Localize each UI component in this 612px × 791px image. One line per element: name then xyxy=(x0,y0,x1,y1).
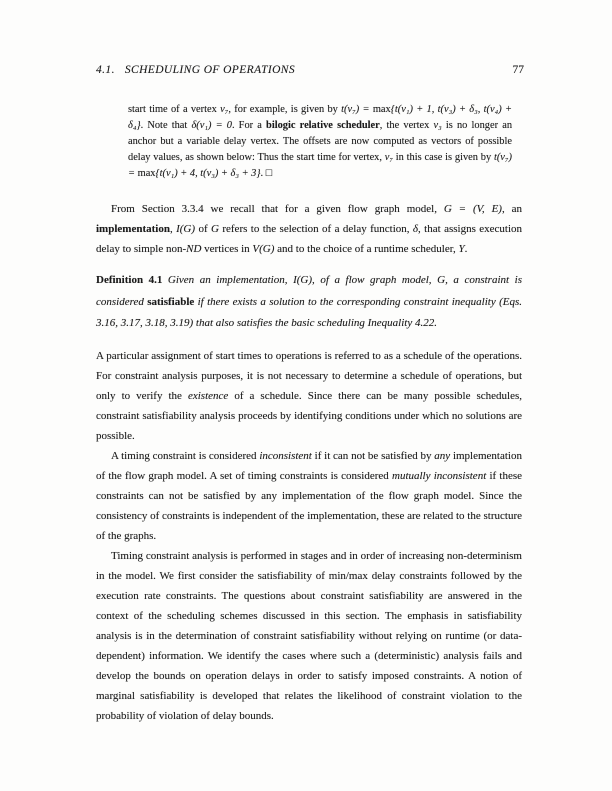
text-run: V(G) xyxy=(252,243,275,255)
text-run: δ xyxy=(412,223,419,235)
text-run: From Section 3.3.4 we recall that for a given flow graph model, xyxy=(111,203,444,215)
text-run: A timing constraint is considered xyxy=(111,449,260,462)
text-run: bilogic relative scheduler xyxy=(266,120,380,131)
text-run: , that assigns execution delay to simple non- xyxy=(96,223,522,255)
text-run: {t(v₁) + 1, t(v₃) + δ₃, t(v₄) + δ₄} xyxy=(128,104,513,131)
text-run: , for example, is given by xyxy=(228,104,342,115)
text-run: Timing constraint analysis is performed in stages and in order of increasing non-determinism in the model. We first consider the satisfiability of min/max delay constraints followed by the execution rate constraints. The questions about constraint satisfiability are answered in the context of the scheduling schemes discussed in this section. The emphasis in satisfiability analysis is in the determination of constraint satisfiability without relying on runtime (or data-dependent) information. We identify the cases where such a (deterministic) analysis fails and develop the bounds on operation delays in order to satisfy imposed constraints. A notion of marginal satisfiability is developed that relates the likelihood of constraint violation to the probability of violation of delay bounds. xyxy=(96,549,522,722)
text-run: δ(v₁) = 0 xyxy=(191,120,232,131)
text-run: inconsistent xyxy=(259,449,312,462)
example-continuation-paragraph xyxy=(128,102,512,182)
text-run: Υ xyxy=(458,243,465,255)
section-number: 4.1. xyxy=(96,64,115,76)
text-run: vertices in xyxy=(201,243,253,255)
text-run: implementation of the flow graph model. A set of timing constraints is considered xyxy=(96,449,522,482)
text-run: is no longer an anchor but a variable delay vertex. The offsets are now computed as vectors of possible delay values, as shown below: Thus the start time for vertex, xyxy=(128,120,513,163)
text-run: . xyxy=(464,243,468,255)
text-run: , the vertex xyxy=(379,120,434,131)
text-run: G xyxy=(211,223,219,235)
page-number: 77 xyxy=(512,64,524,76)
section-title: SCHEDULING OF OPERATIONS xyxy=(124,64,296,76)
text-run: {t(v₁) + 4, t(v₃) + δ₃ + 3} xyxy=(155,168,261,179)
text-run: of a schedule. Since there can be many possible schedules, constraint satisfiability analysis proceeds by identifying conditions under which no solutions are possible. xyxy=(96,389,522,442)
text-run: Definition 4.1 xyxy=(96,274,163,286)
para-schedule-existence xyxy=(96,346,522,446)
text-run: Given an implementation, I(G), of a flow graph model, G, a constraint is considered xyxy=(96,274,522,308)
text-run: . For a xyxy=(231,120,267,131)
text-run: v₇ xyxy=(220,104,229,115)
text-run: t(v₇) = xyxy=(128,152,512,179)
text-run: and to the choice of a runtime scheduler, xyxy=(274,243,459,255)
text-run: , an xyxy=(501,203,522,215)
text-run: . xyxy=(260,168,266,179)
text-run: , xyxy=(169,223,177,235)
text-run: v₃ xyxy=(433,120,442,131)
text-run: t(v₇) = xyxy=(341,104,373,115)
text-run: in this case is given by xyxy=(393,152,494,163)
text-run: I(G) xyxy=(176,223,196,235)
text-run: max xyxy=(137,168,156,179)
text-run: implementation xyxy=(96,223,170,235)
text-run: max xyxy=(372,104,391,115)
text-run: G = (V, E) xyxy=(443,203,502,215)
page-content xyxy=(96,102,522,726)
text-run: A particular assignment of start times to operations is referred to as a schedule of the operations. For constraint analysis purposes, it is not necessary to determine a schedule of operations, but only to verify the xyxy=(96,349,522,402)
text-run: . Note that xyxy=(140,120,192,131)
text-run: □ xyxy=(265,168,273,179)
para-inconsistent-constraints xyxy=(96,446,522,546)
body-paragraphs xyxy=(96,199,522,726)
text-run: of xyxy=(195,223,211,235)
text-run: any xyxy=(434,449,451,462)
para-implementation-recall xyxy=(96,199,522,259)
text-run: if there exists a solution to the corresponding constraint inequality (Eqs. 3.16, 3.17, 3.18, 3.19) that also satisfies the basic scheduling Inequality 4.22. xyxy=(96,295,522,329)
section-heading xyxy=(96,64,295,76)
text-run: if these constraints can not be satisfied by any implementation of the flow graph model. Since the consistency of constraints is independent of the implementation, these are related to the structure of the graphs. xyxy=(96,469,522,542)
definition-4-1 xyxy=(96,270,522,335)
text-run: if it can not be satisfied by xyxy=(311,449,435,462)
text-run: refers to the selection of a delay function, xyxy=(218,223,413,235)
running-header xyxy=(96,64,524,76)
text-run: mutually inconsistent xyxy=(392,469,487,482)
text-run: v₇ xyxy=(384,152,393,163)
text-run: start time of a vertex xyxy=(128,104,221,115)
text-run: ND xyxy=(186,243,202,255)
text-run: existence xyxy=(187,389,229,402)
text-run: satisfiable xyxy=(147,295,195,308)
para-timing-analysis-stages xyxy=(96,546,522,726)
